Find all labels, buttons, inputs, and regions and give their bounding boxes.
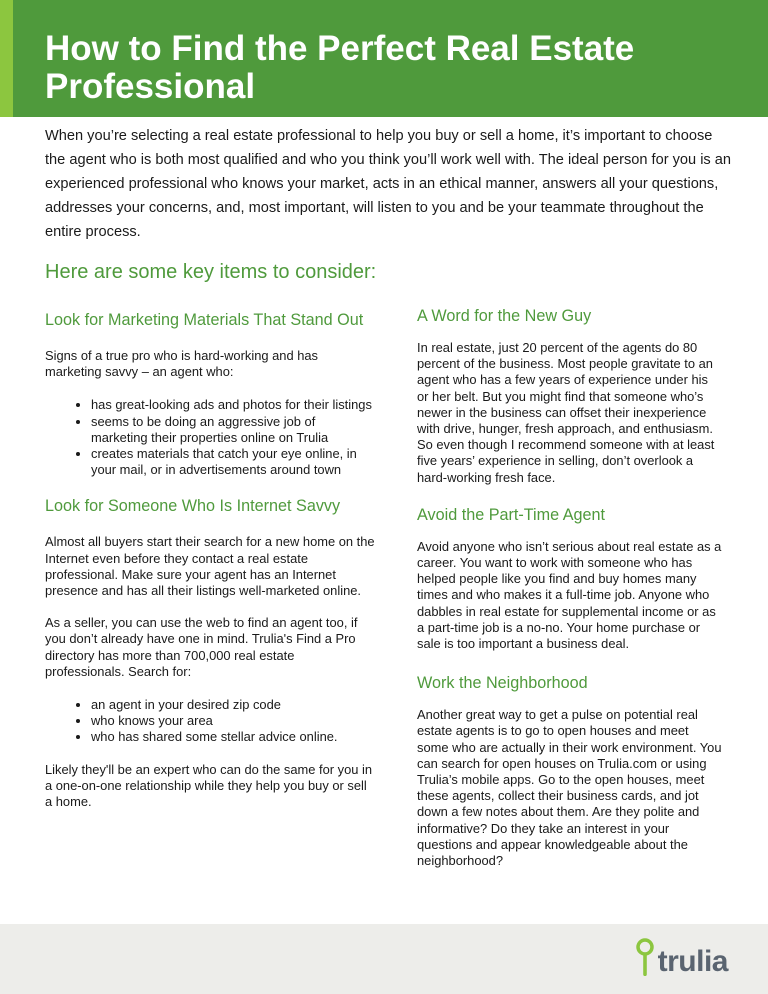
intro-paragraph: When you’re selecting a real estate professional to help you buy or sell a home, it’s important to choose the agent who is both most qualified and who you think you’ll work well with. The ideal person for you is an experienced professional who knows your market, acts in an ethical manner, answers all your questions, addresses your concerns, and, most important, will listen to you and be your teammate throughout the entire process. — [45, 128, 732, 240]
list-item: • seems to be doing an aggressive job of marketing their properties online on Trulia — [91, 414, 375, 446]
section-internet — [45, 496, 375, 810]
section-new-guy-body: In real estate, just 20 percent of the agents do 80 percent of the business. Most people gravitate to an agent who has a few years of experience under his or her belt. But you might find that someone who’s newer in the business can offset their inexperience with drive, hunger, fresh approach, and enthusiasm. So even though I recommend someone with at least five years’ experience in selling, don’t overlook a hard-working fresh face. — [417, 340, 715, 485]
section-part-time-body: Avoid anyone who isn’t serious about real estate as a career. You want to work with someone who has helped people like you find and buy homes many times and who makes it a full-time job. Anyone who dabbles in real estate for supplemental income or as a part-time job is a no-no. Your home purchase or sale is too important a business deal. — [417, 538, 722, 652]
section-neighborhood — [417, 673, 722, 869]
key-items-heading: Here are some key items to consider: — [45, 261, 377, 283]
list-item: • who knows your area — [91, 713, 375, 729]
section-part-time-title: Avoid the Part-Time Agent — [417, 505, 606, 524]
section-internet-title: Look for Someone Who Is Internet Savvy — [45, 497, 341, 516]
list-item: • creates materials that catch your eye online, in your mail, or in advertisements around town — [91, 446, 375, 478]
section-internet-p1: Almost all buyers start their search for a new home on the Internet even before they contact a real estate professional. Make sure your agent has an Internet presence and has all their listings well-marketed online. — [45, 534, 375, 599]
location-pin-icon — [634, 938, 656, 978]
section-marketing-intro: Signs of a true pro who is hard-working and has marketing savvy – an agent who: — [45, 348, 319, 380]
logo-wordmark: trulia — [657, 945, 728, 978]
section-new-guy — [417, 306, 722, 486]
list-item: • has great-looking ads and photos for their listings — [91, 397, 375, 413]
marketing-list — [45, 397, 375, 478]
section-internet-p3: Likely they'll be an expert who can do the same for you in a one-on-one relationship while they help you buy or sell a home. — [45, 761, 373, 810]
right-column — [417, 306, 722, 869]
section-marketing — [45, 310, 375, 478]
list-item: • who has shared some stellar advice online. — [91, 729, 375, 745]
page-title: How to Find the Perfect Real Estate Professional — [45, 29, 635, 106]
section-marketing-title: Look for Marketing Materials That Stand Out — [45, 311, 364, 329]
list-item: • an agent in your desired zip code — [91, 697, 375, 713]
section-neighborhood-body: Another great way to get a pulse on potential real estate agents is to go to open houses and meet some who are actually in their work environment. You can search for open houses on Trulia.com or using Trulia’s mobile apps. Go to the open houses, meet these agents, collect their business cards, and jot down a few notes about them. Are they polite and informative? Do they take an interest in your questions and appear knowledgeable about the neighborhood? — [417, 707, 722, 869]
search-list — [45, 697, 375, 746]
section-internet-p2: As a seller, you can use the web to find an agent too, if you don’t already have one in mind. Trulia's Find a Pro directory has more than 700,000 real estate professionals. Search for: — [45, 615, 358, 679]
trulia-logo — [634, 934, 728, 978]
section-new-guy-title: A Word for the New Guy — [417, 307, 592, 325]
header-accent-bar — [0, 0, 13, 117]
section-part-time — [417, 505, 722, 652]
section-neighborhood-title: Work the Neighborhood — [417, 674, 588, 693]
left-column — [45, 306, 375, 810]
header-banner — [0, 0, 768, 117]
